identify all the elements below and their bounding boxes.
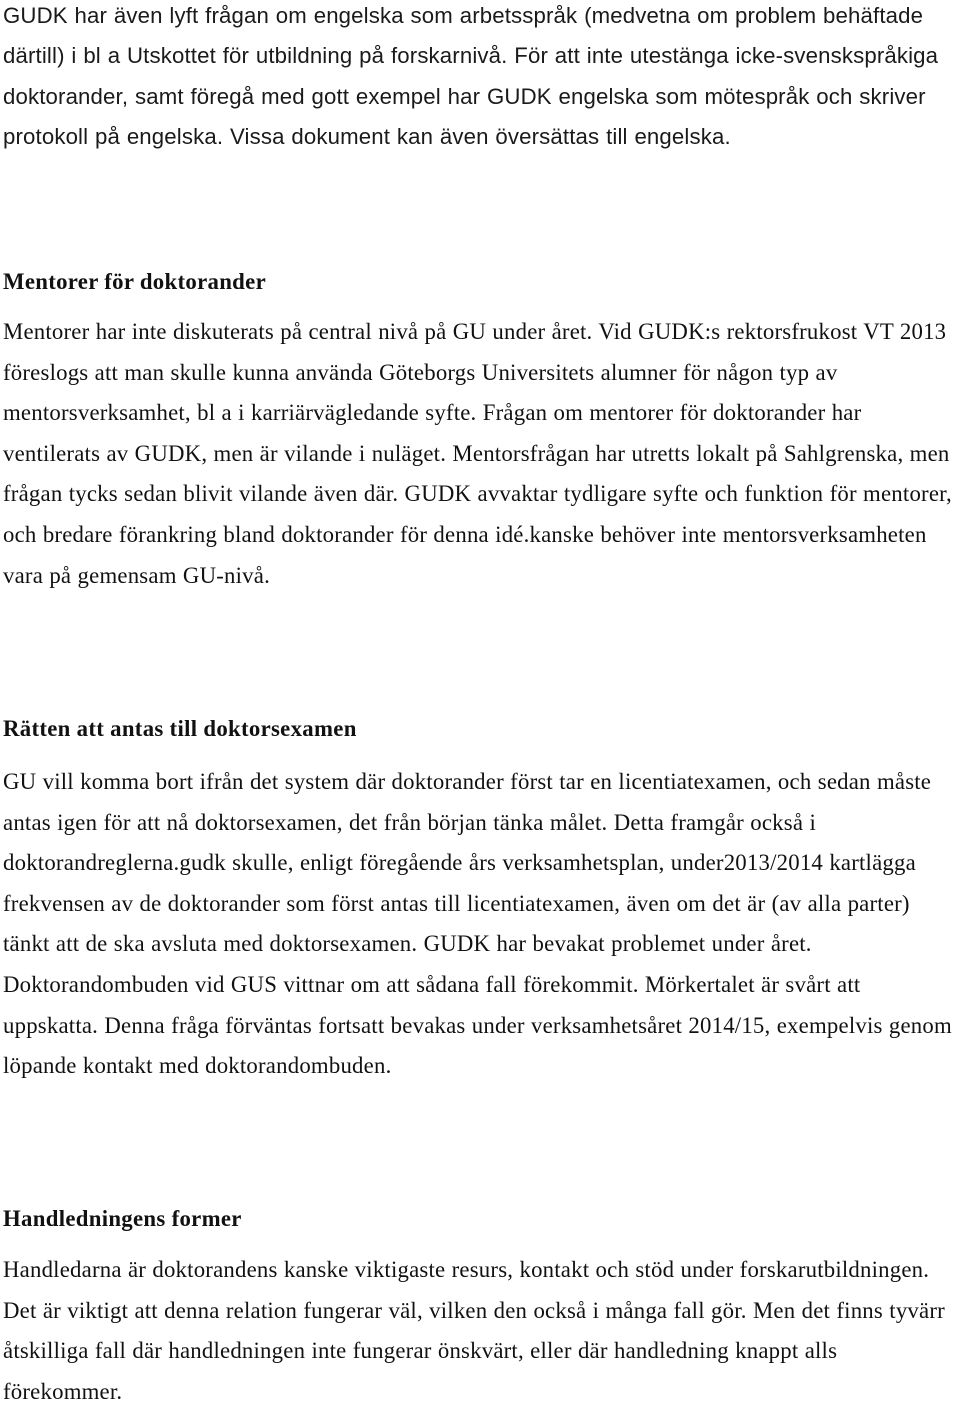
intro-paragraph: GUDK har även lyft frågan om engelska som arbetsspråk (medvetna om problem behäftade därtill) i bl a Utskottet för utbildning på forskarnivå. För att inte utestänga icke-svenskspråkiga doktorander, samt föregå med gott exempel har GUDK engelska som mötespråk och skriver protokoll på engelska. Vissa dokument kan även översättas till engelska. [3,3,939,149]
section-heading-mentorer: Mentorer för doktorander [3,269,266,294]
section-heading-handledning: Handledningens former [3,1206,242,1231]
section-heading-ratten: Rätten att antas till doktorsexamen [3,716,357,741]
section-paragraph-mentorer: Mentorer har inte diskuterats på central nivå på GU under året. Vid GUDK:s rektorsfrukost VT 2013 föreslogs att man skulle kunna använda Göteborgs Universitets alumner för någon typ av mentorsverksamhet, bl a i karriärvägledande syfte. Frågan om mentorer för doktorander har ventilerats av GUDK, men är vilande i nuläget. Mentorsfrågan har utretts lokalt på Sahlgrenska, men frågan tycks sedan blivit vilande även där. GUDK avvaktar tydligare syfte och funktion för mentorer, och bredare förankring bland doktorander för denna idé.kanske behöver inte mentorsverksamheten vara på gemensam GU-nivå. [3,319,952,588]
section-paragraph-handledning: Handledarna är doktorandens kanske viktigaste resurs, kontakt och stöd under forskarutbildningen. Det är viktigt att denna relation fungerar väl, vilken den också i många fall gör. Men det finns tyvärr åtskilliga fall där handledningen inte fungerar önskvärt, eller där handledning knappt alls förekommer. [3,1257,945,1404]
section-paragraph-ratten: GU vill komma bort ifrån det system där doktorander först tar en licentiatexamen, och sedan måste antas igen för att nå doktorsexamen, det från början tänka målet. Detta framgår också i doktorandreglerna.gudk skulle, enligt föregående års verksamhetsplan, under2013/2014 kartlägga frekvensen av de doktorander som först antas till licentiatexamen, även om det är (av alla parter) tänkt att de ska avsluta med doktorsexamen. GUDK har bevakat problemet under året. Doktorandombuden vid GUS vittnar om att sådana fall förekommit. Mörkertalet är svårt att uppskatta. Denna fråga förväntas fortsatt bevakas under verksamhetsåret 2014/15, exempelvis genom löpande kontakt med doktorandombuden. [3,769,952,1079]
